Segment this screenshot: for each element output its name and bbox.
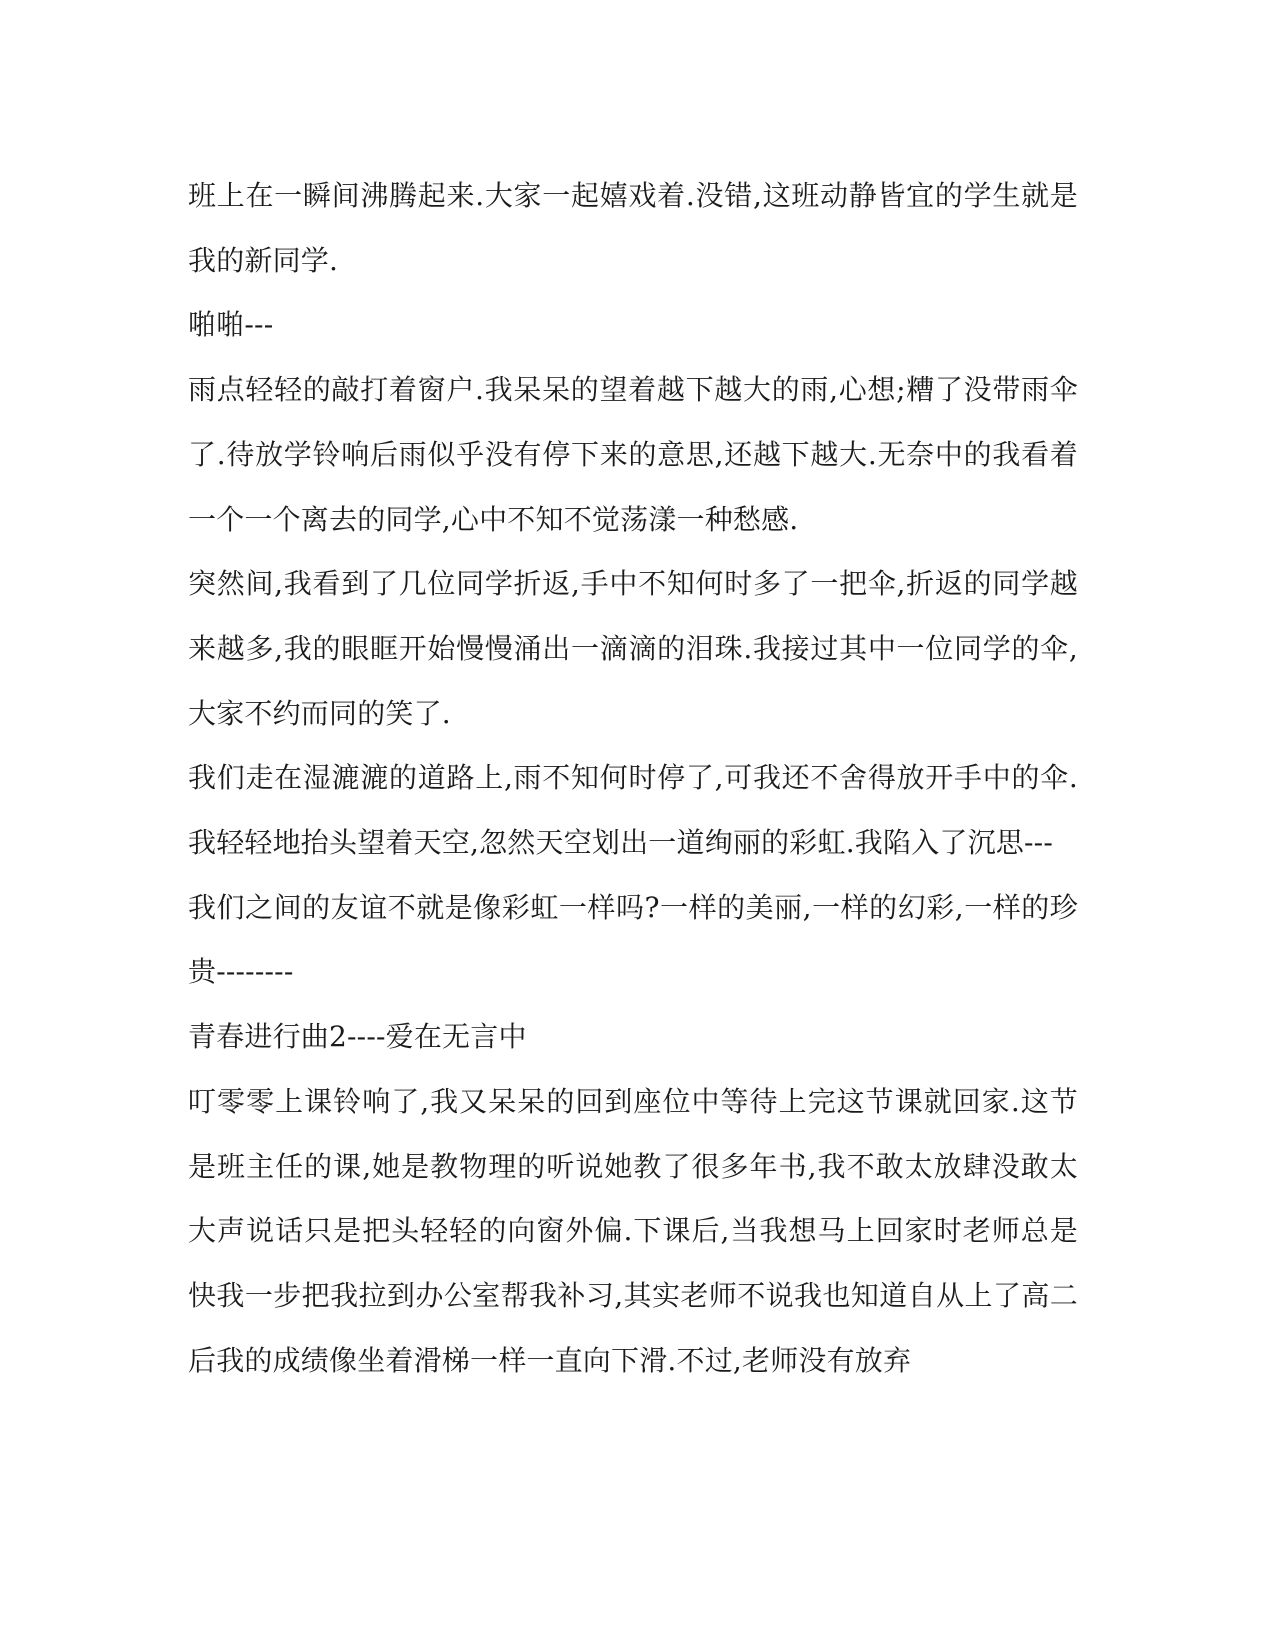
paragraph: 突然间,我看到了几位同学折返,手中不知何时多了一把伞,折返的同学越来越多,我的眼眶开始慢慢涌出一滴滴的泪珠.我接过其中一位同学的伞,大家不约而同的笑了.	[188, 567, 1078, 730]
paragraph: 我们之间的友谊不就是像彩虹一样吗?一样的美丽,一样的幻彩,一样的珍贵--------	[188, 890, 1078, 989]
paragraph: 叮零零上课铃响了,我又呆呆的回到座位中等待上完这节课就回家.这节是班主任的课,她是教物理的听说她教了很多年书,我不敢太放肆没敢太大声说话只是把头轻轻的向窗外偏.下课后,当我想马上回家时老师总是快我一步把我拉到办公室帮我补习,其实老师不说我也知道自从上了高二后我的成绩像坐着滑梯一样一直向下滑.不过,老师没有放弃	[188, 1084, 1078, 1377]
body-text	[188, 164, 1078, 1393]
paragraph: 雨点轻轻的敲打着窗户.我呆呆的望着越下越大的雨,心想;糟了没带雨伞了.待放学铃响后雨似乎没有停下来的意思,还越下越大.无奈中的我看着一个一个离去的同学,心中不知不觉荡漾一种愁感.	[188, 373, 1078, 536]
paragraph: 啪啪---	[188, 308, 274, 342]
paragraph: 班上在一瞬间沸腾起来.大家一起嬉戏着.没错,这班动静皆宜的学生就是我的新同学.	[188, 179, 1078, 277]
paragraph: 我们走在湿漉漉的道路上,雨不知何时停了,可我还不舍得放开手中的伞.我轻轻地抬头望着天空,忽然天空划出一道绚丽的彩虹.我陷入了沉思---	[188, 761, 1078, 860]
section-heading: 青春进行曲2----爱在无言中	[188, 1020, 527, 1054]
